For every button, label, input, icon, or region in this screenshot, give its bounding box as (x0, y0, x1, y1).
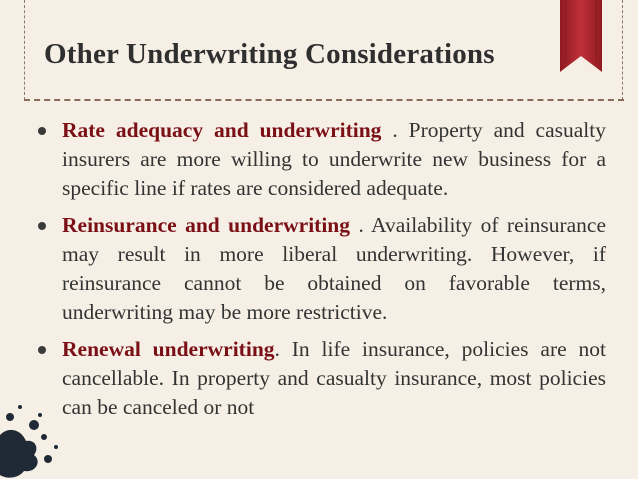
bullet-term: Reinsurance and underwriting (62, 213, 351, 237)
bullet-dot-icon (38, 346, 46, 354)
frame-left-border (24, 0, 26, 100)
frame-right-border (622, 0, 624, 100)
bullet-item (36, 335, 606, 422)
slide-title: Other Underwriting Considerations (44, 38, 495, 70)
ink-splatter-icon (0, 395, 80, 479)
bullet-item (36, 116, 606, 203)
bullet-term: Rate adequacy and underwriting (62, 118, 382, 142)
bullet-text: . Availability of reinsurance may result in more liberal underwriting. However, if reinsurance cannot be obtained on favorable terms, underwriting may be more restrictive. (62, 213, 606, 324)
bullet-dot-icon (38, 222, 46, 230)
title-divider (24, 99, 624, 101)
bullet-term: Renewal underwriting (62, 337, 275, 361)
bookmark-ribbon-icon (560, 0, 602, 72)
bullet-list (36, 116, 606, 430)
bullet-item (36, 211, 606, 327)
bullet-text: . In life insurance, policies are not cancellable. In property and casualty insurance, most policies can be canceled or not (62, 337, 606, 419)
bullet-text: . Property and casualty insurers are more willing to underwrite new business for a specific line if rates are considered adequate. (62, 118, 606, 200)
bullet-dot-icon (38, 127, 46, 135)
